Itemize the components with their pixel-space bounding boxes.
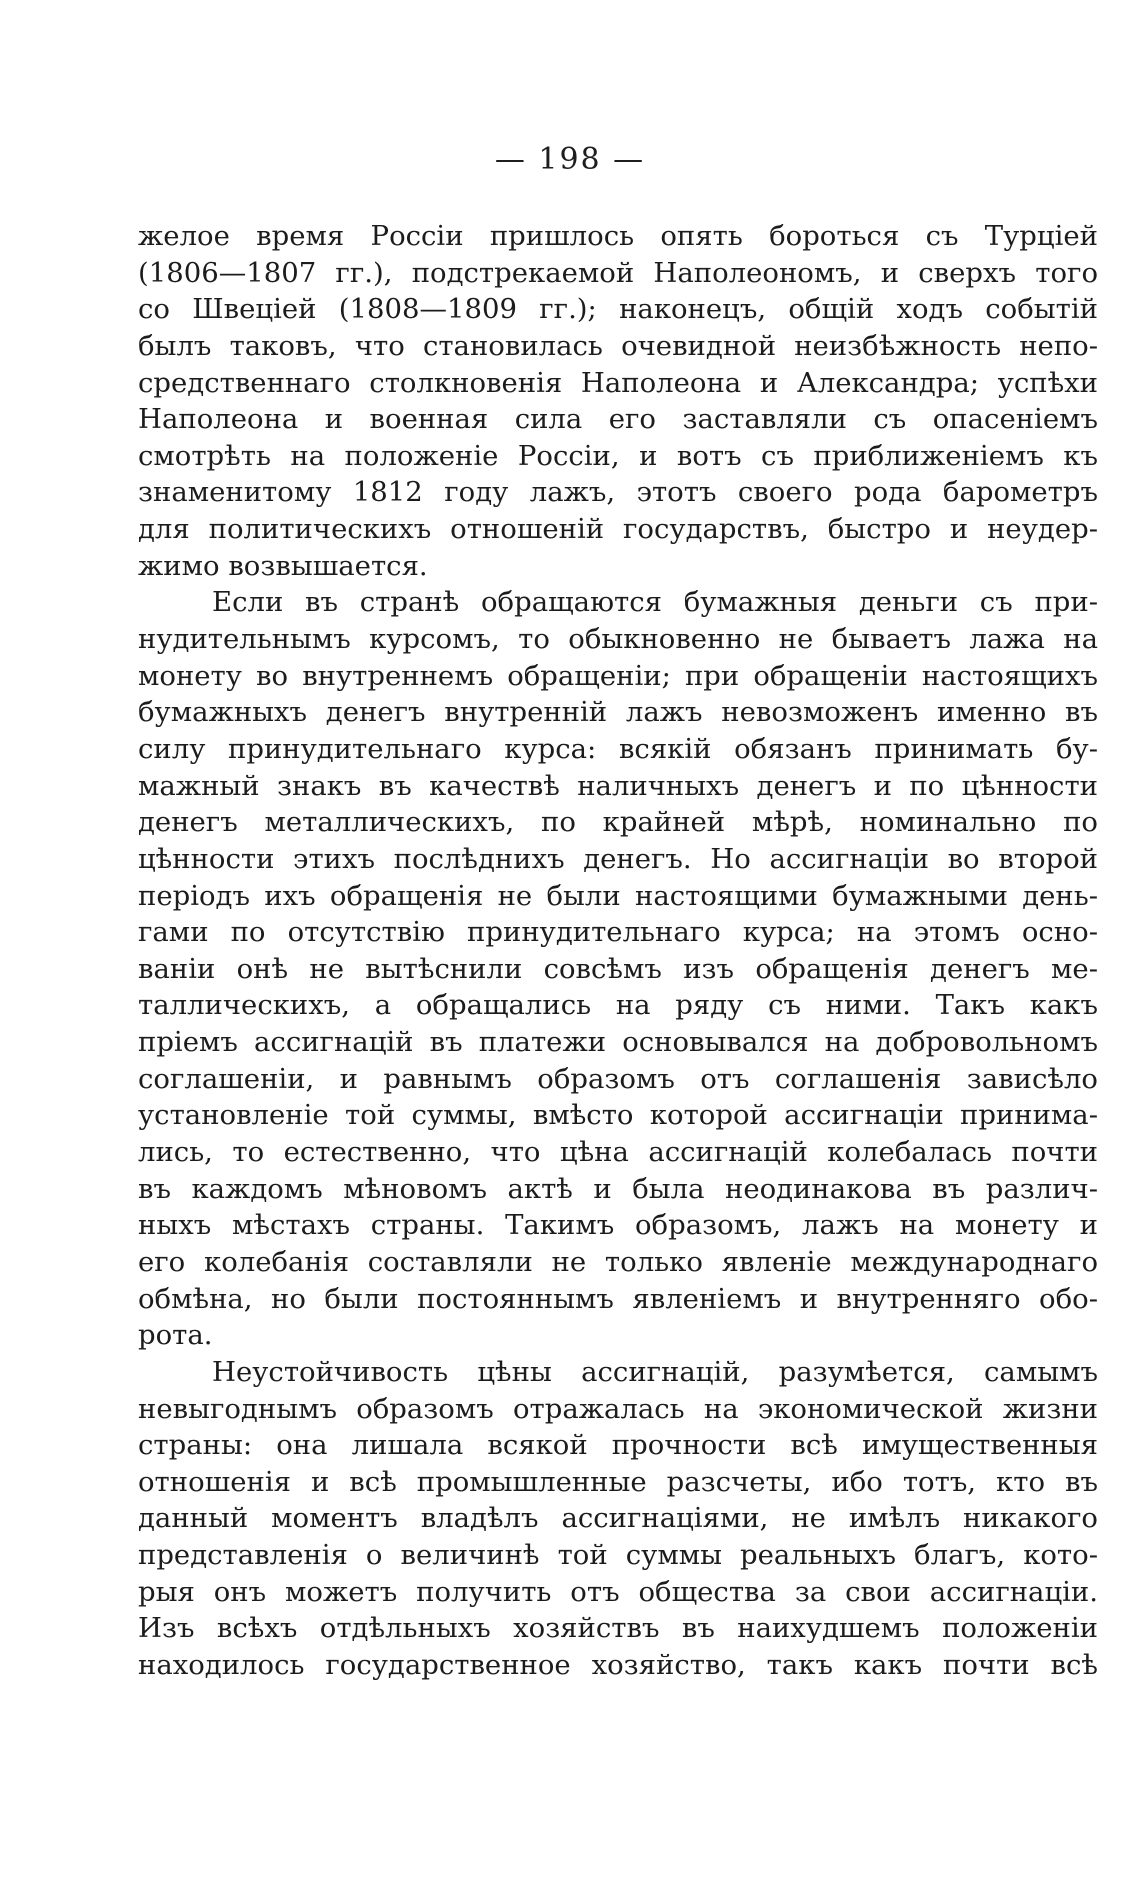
- text-line: денегъ металлическихъ, по крайней мѣрѣ, номинально по: [138, 806, 1098, 839]
- text-line: обмѣна, но были постояннымъ явленіемъ и внутренняго обо-: [138, 1282, 1098, 1315]
- paragraph-1: [138, 218, 1098, 584]
- text-line: для политическихъ отношеній государствъ, быстро и неудер-: [138, 513, 1098, 546]
- text-line: со Швеціей (1808—1809 гг.); наконецъ, общій ходъ событій: [138, 293, 1098, 326]
- text-line: желое время Россіи пришлось опять бороться съ Турціей: [138, 220, 1098, 252]
- text-line: средственнаго столкновенія Наполеона и Александра; успѣхи: [138, 366, 1098, 399]
- text-line: нудительнымъ курсомъ, то обыкновенно не бываетъ лажа на: [138, 623, 1098, 656]
- text-line: отношенія и всѣ промышленные разсчеты, ибо тотъ, кто въ: [138, 1465, 1098, 1498]
- text-line: данный моментъ владѣлъ ассигнаціями, не имѣлъ никакого: [138, 1502, 1098, 1535]
- text-line: представленія о величинѣ той суммы реальныхъ благъ, кото-: [138, 1539, 1098, 1572]
- paragraph-3: [138, 1354, 1098, 1684]
- text-line: ныхъ мѣстахъ страны. Такимъ образомъ, лажъ на монету и: [138, 1209, 1098, 1242]
- text-line: (1806—1807 гг.), подстрекаемой Наполеономъ, и сверхъ того: [138, 256, 1098, 289]
- text-line: Если въ странѣ обращаются бумажныя деньги съ при-: [212, 586, 1098, 619]
- text-line: рыя онъ можетъ получить отъ общества за свои ассигнаціи.: [138, 1575, 1098, 1608]
- text-line: Изъ всѣхъ отдѣльныхъ хозяйствъ въ наихудшемъ положеніи: [138, 1612, 1098, 1645]
- text-line: его колебанія составляли не только явленіе международнаго: [138, 1245, 1098, 1278]
- text-line: въ каждомъ мѣновомъ актѣ и была неодинакова въ различ-: [138, 1172, 1098, 1205]
- text-line: гами по отсутствію принудительнаго курса; на этомъ осно-: [138, 916, 1098, 949]
- text-line: силу принудительнаго курса: всякій обязанъ принимать бу-: [138, 732, 1098, 765]
- text-line: рота.: [138, 1319, 213, 1352]
- page-number: — 198 —: [494, 142, 646, 177]
- body-text: [138, 218, 1098, 1684]
- text-line: страны: она лишала всякой прочности всѣ имущественныя: [138, 1429, 1098, 1462]
- text-line: таллическихъ, а обращались на ряду съ ними. Такъ какъ: [138, 989, 1098, 1022]
- text-line: ваніи онѣ не вытѣснили совсѣмъ изъ обращенія денегъ ме-: [138, 952, 1098, 985]
- text-line: бумажныхъ денегъ внутренній лажъ невозможенъ именно въ: [138, 696, 1098, 729]
- text-line: смотрѣть на положеніе Россіи, и вотъ съ приближеніемъ къ: [138, 439, 1098, 472]
- text-line: невыгоднымъ образомъ отражалась на экономической жизни: [138, 1392, 1098, 1425]
- text-line: соглашеніи, и равнымъ образомъ отъ соглашенія зависѣло: [138, 1062, 1098, 1095]
- text-line: жимо возвышается.: [138, 549, 428, 582]
- text-line: знаменитому 1812 году лажъ, этотъ своего рода барометръ: [138, 476, 1098, 509]
- text-line: періодъ ихъ обращенія не были настоящими бумажными день-: [138, 879, 1098, 912]
- text-line: Неустойчивость цѣны ассигнацій, разумѣется, самымъ: [212, 1355, 1098, 1388]
- text-line: лись, то естественно, что цѣна ассигнацій колебалась почти: [138, 1136, 1098, 1169]
- paragraph-2: [138, 584, 1098, 1353]
- text-line: мажный знакъ въ качествѣ наличныхъ денегъ и по цѣнности: [138, 769, 1098, 802]
- text-line: монету во внутреннемъ обращеніи; при обращеніи настоящихъ: [138, 659, 1098, 692]
- text-line: установленіе той суммы, вмѣсто которой ассигнаціи принима-: [138, 1099, 1098, 1132]
- text-line: находилось государственное хозяйство, такъ какъ почти всѣ: [138, 1648, 1098, 1681]
- text-line: былъ таковъ, что становилась очевидной неизбѣжность непо-: [138, 329, 1098, 362]
- text-line: пріемъ ассигнацій въ платежи основывался на добровольномъ: [138, 1026, 1098, 1059]
- text-line: Наполеона и военная сила его заставляли съ опасеніемъ: [138, 403, 1098, 436]
- text-line: цѣнности этихъ послѣднихъ денегъ. Но ассигнаціи во второй: [138, 842, 1098, 875]
